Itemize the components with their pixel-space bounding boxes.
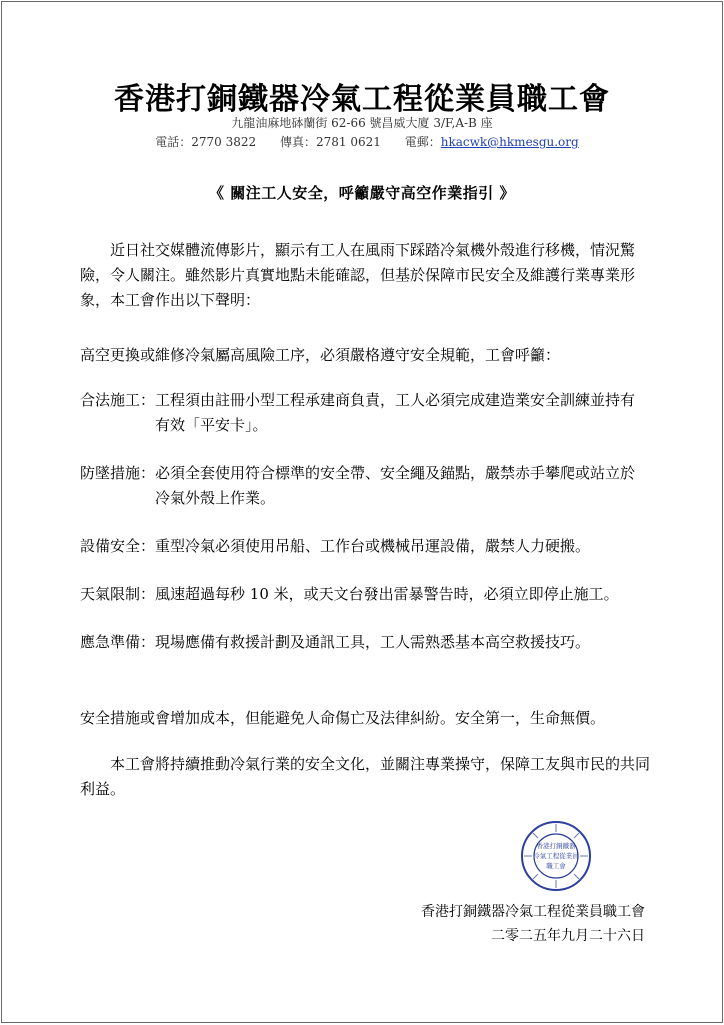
item-text: 工程須由註冊小型工程承建商負責，工人必須完成建造業安全訓練並持有有效「平安卡」。: [155, 391, 636, 434]
item-text: 必須全套使用符合標準的安全帶、安全繩及錨點，嚴禁赤手攀爬或站立於冷氣外殼上作業。: [155, 464, 636, 507]
document-title: 《 關注工人安全，呼籲嚴守高空作業指引 》: [209, 184, 515, 202]
item-label: 合法施工：: [80, 391, 156, 409]
item-text: 現場應備有救援計劃及通訊工具，工人需熟悉基本高空救援技巧。: [155, 633, 591, 651]
svg-text:職工會: 職工會: [546, 862, 566, 870]
org-title: 香港打銅鐵器冷氣工程從業員職工會: [114, 82, 610, 117]
phone-number: 電話：2770 3822: [155, 135, 257, 149]
item-label: 設備安全：: [80, 537, 156, 555]
email-label: 電郵：: [404, 135, 441, 149]
item-equipment-safety: [80, 534, 650, 559]
fax-number: 傳真：2781 0621: [280, 135, 381, 149]
svg-text:冷氣工程從業員: 冷氣工程從業員: [533, 852, 579, 860]
contact-line: [2, 133, 722, 150]
org-address: 九龍油麻地砵蘭街 62-66 號昌威大廈 3/F,A-B 座: [231, 116, 493, 130]
item-label: 天氣限制：: [80, 585, 156, 603]
appeal-paragraph: 高空更換或維修冷氣屬高風險工序，必須嚴格遵守安全規範，工會呼籲：: [80, 346, 561, 364]
svg-text:香港打銅鐵器: 香港打銅鐵器: [536, 842, 576, 850]
item-label: 防墜措施：: [80, 464, 156, 482]
item-emergency-prep: [80, 630, 650, 655]
intro-paragraph: 近日社交媒體流傳影片，顯示有工人在風雨下踩踏冷氣機外殼進行移機，情況驚險，令人關注。雖然影片真實地點未能確認，但基於保障市民安全及維護行業專業形象，本工會作出以下聲明：: [80, 241, 636, 309]
cost-note-paragraph: 安全措施或會增加成本，但能避免人命傷亡及法律糾紛。安全第一，生命無價。: [80, 709, 606, 727]
item-label: 應急準備：: [80, 633, 156, 651]
item-weather-limit: [80, 582, 650, 607]
item-text: 風速超過每秒 10 米，或天文台發出雷暴警告時，必須立即停止施工。: [155, 585, 619, 603]
signature-date: 二零二五年九月二十六日: [491, 928, 645, 944]
signature-org-name: 香港打銅鐵器冷氣工程從業員職工會: [421, 904, 645, 920]
email-group: [405, 135, 579, 149]
email-link[interactable]: hkacwk@hkmesgu.org: [440, 135, 579, 149]
union-seal-icon: [520, 820, 592, 892]
item-fall-prevention: [80, 461, 650, 511]
letter-page: [1, 1, 723, 1023]
closing-paragraph: 本工會將持續推動冷氣行業的安全文化，並關注專業操守，保障工友與市民的共同利益。: [80, 755, 651, 798]
item-legal-construction: [80, 388, 650, 438]
item-text: 重型冷氣必須使用吊船、工作台或機械吊運設備，嚴禁人力硬搬。: [155, 537, 591, 555]
